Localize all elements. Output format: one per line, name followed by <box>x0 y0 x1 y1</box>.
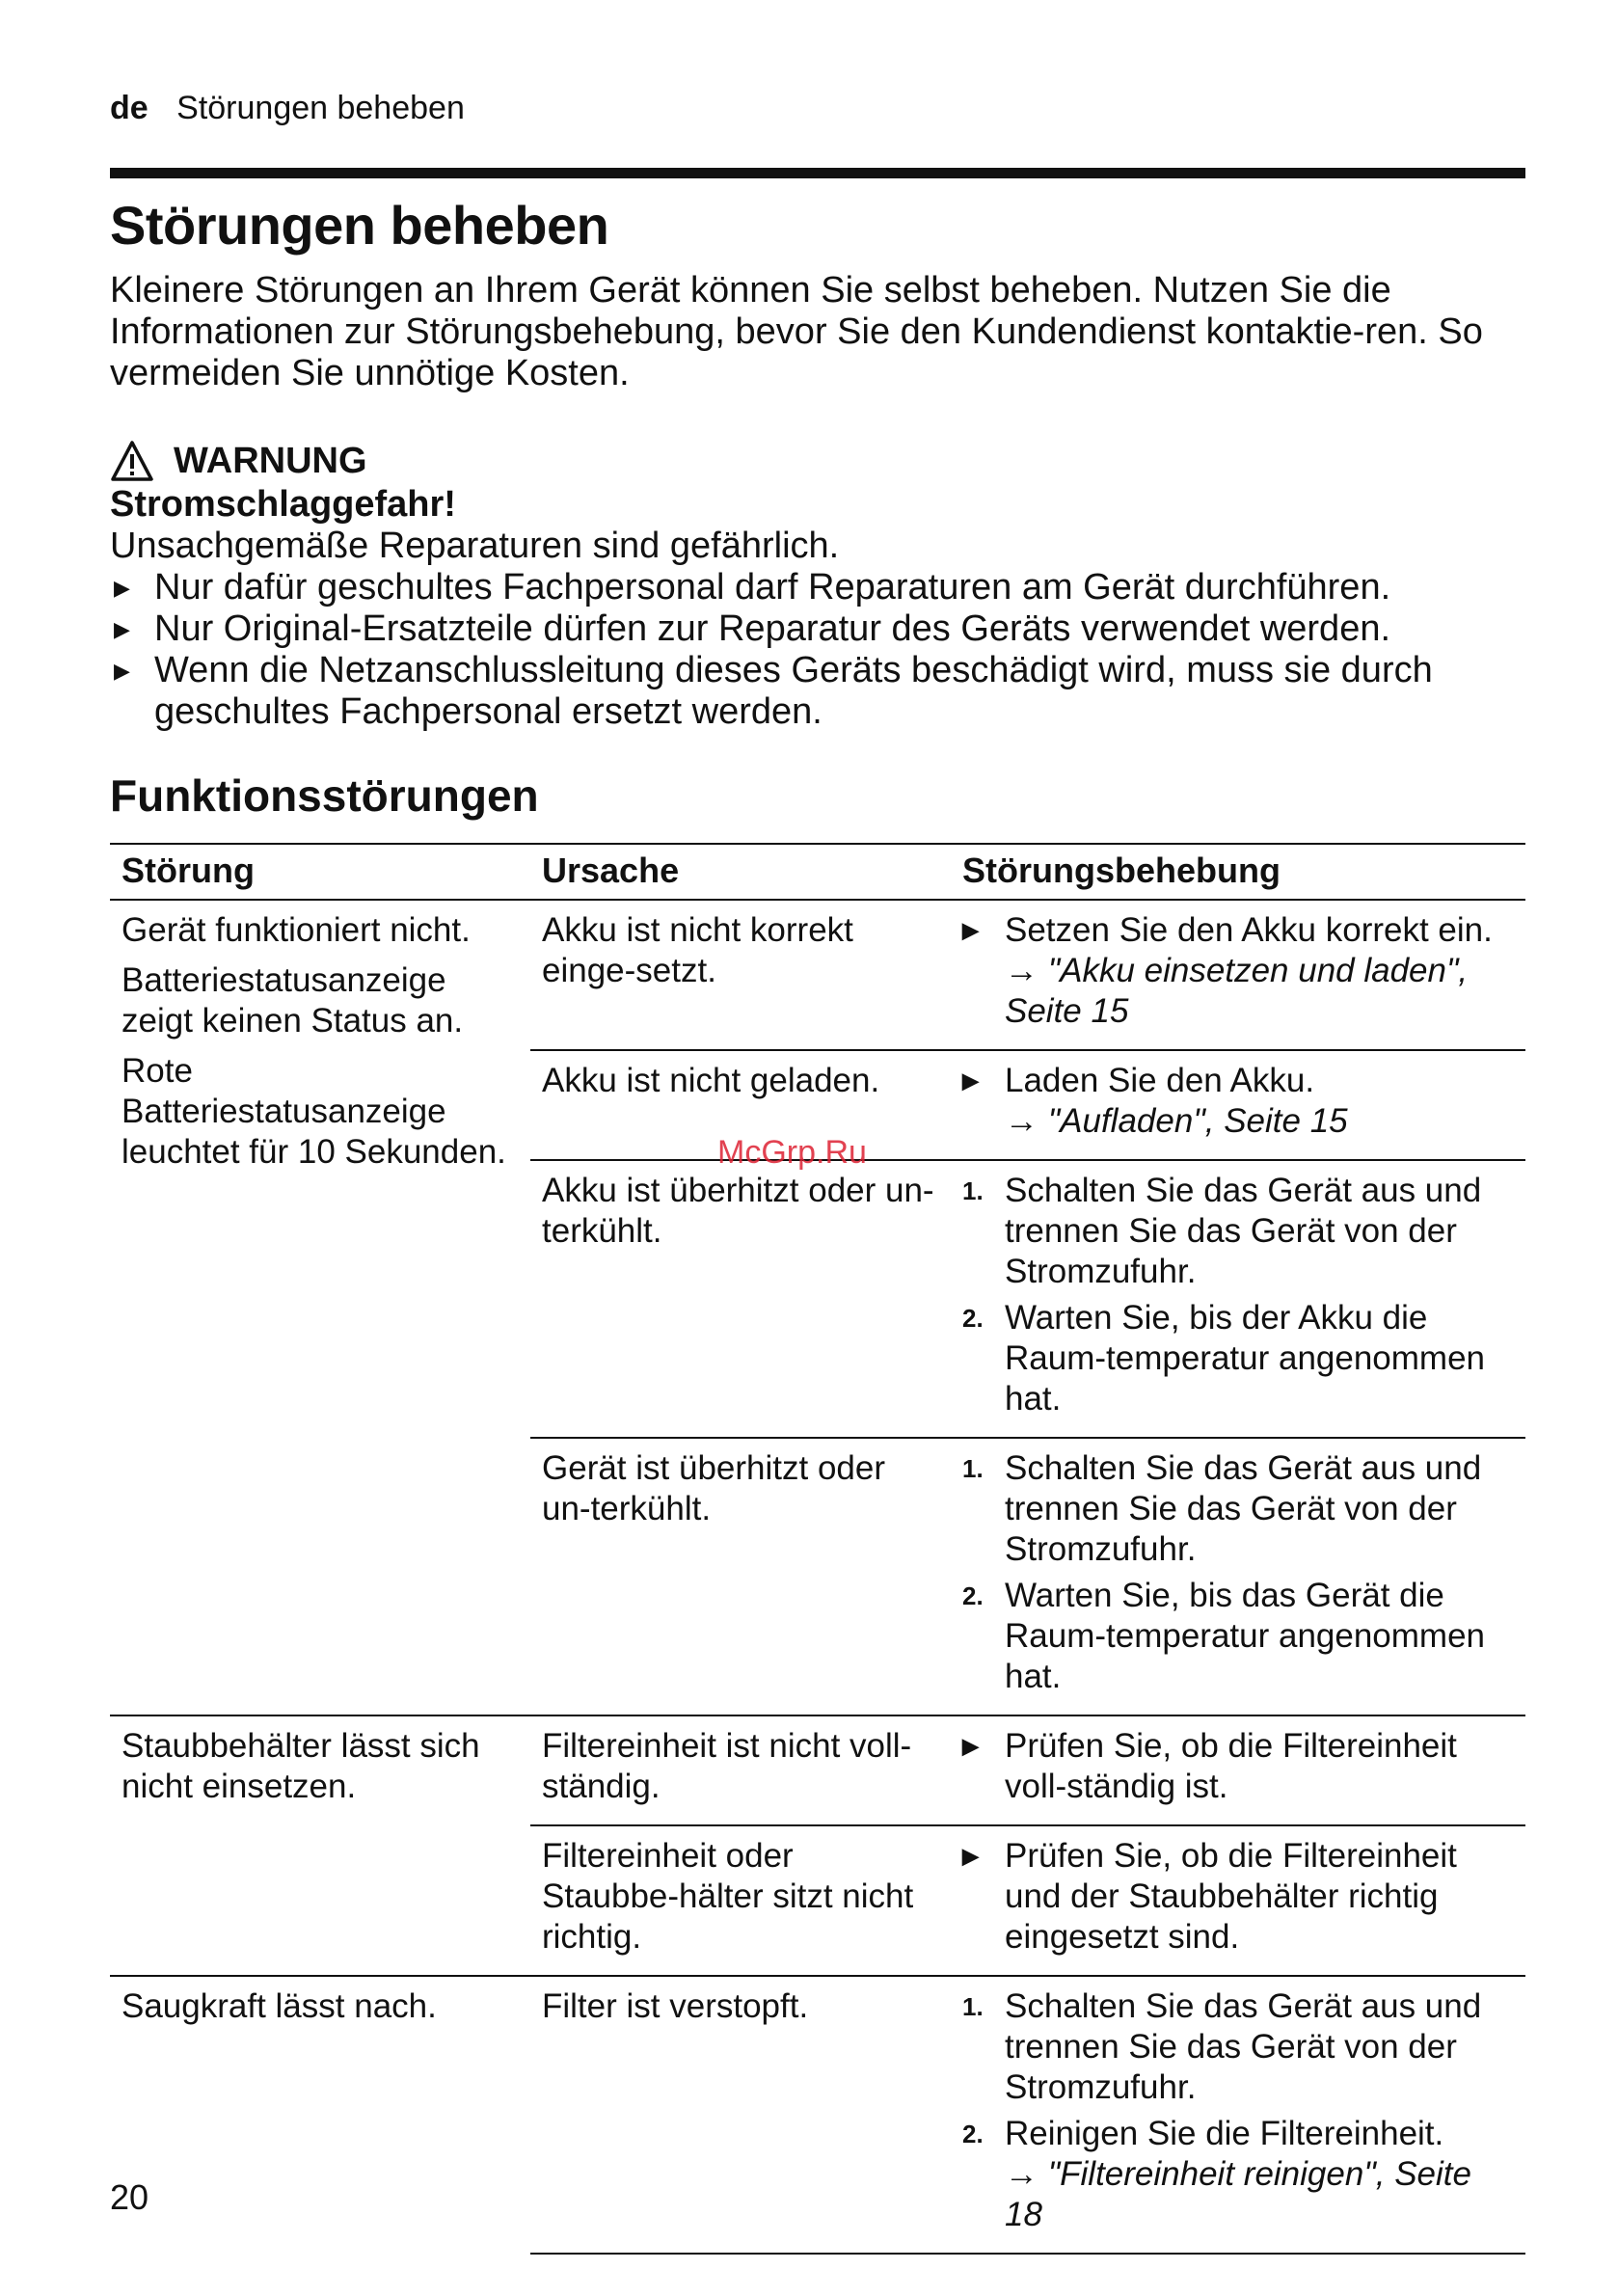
cause-cell: Filter ist verstopft. <box>530 1976 951 2254</box>
remedy-cell: 1. Schalten Sie das Gerät aus und trennen Sie das Gerät von der Stromzufuhr. 2. Warten Sie, bis das Gerät die Raum-temperatur angenommen hat. <box>951 1438 1525 1715</box>
language-tag: de <box>110 90 148 126</box>
fault-cell: Saugkraft lässt nach. <box>110 1976 530 2254</box>
triangle-bullet-icon: ▶ <box>962 918 979 942</box>
table-row <box>110 1976 1525 2254</box>
remedy-cell: 1. Schalten Sie das Gerät aus und trennen Sie das Gerät von der Stromzufuhr. 2. Reinigen Sie die Filtereinheit. → "Filtereinheit reinigen", Seite 18 <box>951 1976 1525 2254</box>
remedy-cell: ▶ Prüfen Sie, ob die Filtereinheit voll-ständig ist. <box>951 1715 1525 1825</box>
column-header-fault: Störung <box>110 844 530 900</box>
page-title: Störungen beheben <box>110 195 609 256</box>
step-number: 2. <box>962 1304 984 1333</box>
triangle-bullet-icon: ▶ <box>114 617 130 641</box>
watermark: McGrp.Ru <box>717 1134 867 1171</box>
list-item: ▶ Nur Original-Ersatzteile dürfen zur Reparatur des Geräts verwendet werden. <box>114 608 1391 649</box>
cause-cell: Gerät ist überhitzt oder un-terkühlt. <box>530 1438 951 1715</box>
triangle-bullet-icon: ▶ <box>962 1068 979 1093</box>
list-item: ▶ Nur dafür geschultes Fachpersonal darf Reparaturen am Gerät durchführen. <box>114 567 1391 608</box>
troubleshooting-table <box>110 843 1525 2255</box>
step-number: 1. <box>962 1176 984 1205</box>
triangle-bullet-icon: ▶ <box>962 1734 979 1758</box>
warning-subtitle: Stromschlaggefahr! <box>110 484 456 525</box>
fault-cell: Staubbehälter lässt sich nicht einsetzen. <box>110 1715 530 1976</box>
column-header-remedy: Störungsbehebung <box>951 844 1525 900</box>
section-heading: Funktionsstörungen <box>110 770 539 821</box>
step-number: 1. <box>962 1454 984 1483</box>
cause-cell: Akku ist nicht korrekt einge-setzt. <box>542 911 853 989</box>
running-header <box>110 87 1525 129</box>
warning-box <box>110 439 1525 733</box>
triangle-bullet-icon: ▶ <box>114 576 130 600</box>
cause-cell: Akku ist nicht geladen. <box>530 1050 951 1160</box>
remedy-cell: ▶ Prüfen Sie, ob die Filtereinheit und der Staubbehälter richtig eingesetzt sind. <box>951 1825 1525 1976</box>
step-number: 2. <box>962 2120 984 2148</box>
remedy-cell: ▶ Setzen Sie den Akku korrekt ein. → "Akku einsetzen und laden", Seite 15 <box>962 911 1493 1030</box>
list-item: ▶ Wenn die Netzanschlussleitung dieses Geräts beschädigt wird, muss sie durch geschultes Fachpersonal ersetzt werden. <box>114 650 1433 732</box>
triangle-bullet-icon: ▶ <box>962 1844 979 1868</box>
page-number: 20 <box>110 2177 149 2217</box>
warning-heading <box>110 439 1525 483</box>
step-number: 2. <box>962 1581 984 1610</box>
warning-text: Unsachgemäße Reparaturen sind gefährlich. <box>110 526 840 566</box>
table-header-row <box>110 844 1525 900</box>
table-row <box>110 900 1525 1050</box>
page-reference: → "Akku einsetzen und laden", Seite 15 <box>1005 952 1469 1030</box>
step-number: 1. <box>962 1992 984 2021</box>
cause-cell: Filtereinheit oder Staubbe-hälter sitzt nicht richtig. <box>530 1825 951 1976</box>
remedy-cell: 1. Schalten Sie das Gerät aus und trennen Sie das Gerät von der Stromzufuhr. 2. Warten Sie, bis der Akku die Raum-temperatur angenommen hat. <box>951 1160 1525 1438</box>
column-header-cause: Ursache <box>530 844 951 900</box>
triangle-bullet-icon: ▶ <box>114 659 130 683</box>
fault-cell: Gerät funktioniert nicht. Batteriestatusanzeige zeigt keinen Status an. Rote Batteriestatusanzeige leuchtet für 10 Sekunden. <box>121 911 506 1171</box>
remedy-cell: ▶ Laden Sie den Akku. → "Aufladen", Seite 15 <box>951 1050 1525 1160</box>
header-section: Störungen beheben <box>176 90 465 126</box>
warning-list <box>110 567 1525 733</box>
warning-label: WARNUNG <box>174 440 367 481</box>
cause-cell: Filtereinheit ist nicht voll-ständig. <box>530 1715 951 1825</box>
top-rule <box>110 168 1525 178</box>
table-row <box>110 1715 1525 1825</box>
cause-cell: Akku ist überhitzt oder un-terkühlt. <box>530 1160 951 1438</box>
intro-paragraph: Kleinere Störungen an Ihrem Gerät können Sie selbst beheben. Nutzen Sie die Informationen zur Störungsbehebung, bevor Sie den Kundendienst kontaktie-ren. So vermeiden Sie unnötige Kosten. <box>110 270 1483 393</box>
page-reference: → "Aufladen", Seite 15 <box>1005 1102 1348 1140</box>
warning-triangle-icon <box>110 440 154 482</box>
page-reference: → "Filtereinheit reinigen", Seite 18 <box>1005 2155 1471 2233</box>
